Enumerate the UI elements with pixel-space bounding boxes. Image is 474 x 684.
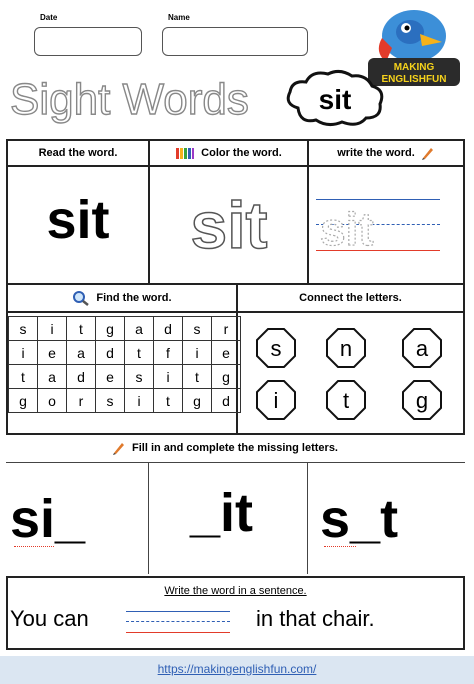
connect-letter-n[interactable] xyxy=(326,328,366,368)
grid-letter[interactable]: a xyxy=(125,317,154,341)
grid-letter[interactable]: d xyxy=(96,341,125,365)
grid-letter[interactable]: i xyxy=(38,317,67,341)
svg-text:ENGLISHFUN: ENGLISHFUN xyxy=(381,74,447,85)
grid-row xyxy=(9,341,241,365)
word-cloud xyxy=(282,68,388,130)
grid-letter[interactable]: t xyxy=(183,365,212,389)
grid-letter[interactable]: a xyxy=(38,365,67,389)
fill-label: Fill in and complete the missing letters. xyxy=(132,442,338,454)
grid-row xyxy=(9,389,241,413)
pencil-icon xyxy=(421,146,435,160)
grid-letter[interactable]: d xyxy=(212,389,241,413)
cloud-word: sit xyxy=(318,84,352,115)
page-title xyxy=(6,70,296,130)
color-label: Color the word. xyxy=(201,147,282,159)
grid-letter[interactable]: g xyxy=(9,389,38,413)
find-header xyxy=(8,285,236,311)
connect-letter-a[interactable] xyxy=(402,328,442,368)
grid-letter[interactable]: e xyxy=(96,365,125,389)
connect-label: Connect the letters. xyxy=(299,292,402,304)
grid-row xyxy=(9,365,241,389)
pencil-icon xyxy=(112,441,126,455)
title-text: Sight Words xyxy=(10,75,249,124)
read-header xyxy=(8,141,148,165)
grid-letter[interactable]: g xyxy=(212,365,241,389)
grid-letter[interactable]: i xyxy=(125,389,154,413)
grid-letter[interactable]: t xyxy=(67,317,96,341)
write-header xyxy=(309,141,463,165)
grid-letter[interactable]: s xyxy=(183,317,212,341)
date-field[interactable] xyxy=(34,27,142,56)
read-word: sit xyxy=(46,190,110,250)
connect-header xyxy=(238,285,463,311)
grid-letter[interactable]: i xyxy=(154,365,183,389)
connect-letter-t[interactable] xyxy=(326,380,366,420)
grid-letter[interactable]: d xyxy=(154,317,183,341)
find-label: Find the word. xyxy=(96,292,172,304)
crayons-icon xyxy=(175,146,195,160)
grid-letter[interactable]: t xyxy=(9,365,38,389)
grid-letter[interactable]: d xyxy=(67,365,96,389)
magnifier-icon xyxy=(72,290,90,306)
grid-letter[interactable]: t xyxy=(154,389,183,413)
missing-3[interactable]: s_t xyxy=(320,489,399,549)
grid-letter[interactable]: g xyxy=(96,317,125,341)
write-label: write the word. xyxy=(337,147,415,159)
connect-letter-g[interactable] xyxy=(402,380,442,420)
svg-text:t: t xyxy=(342,388,350,413)
grid-letter[interactable]: o xyxy=(38,389,67,413)
grid-letter[interactable]: e xyxy=(212,341,241,365)
grid-letter[interactable]: e xyxy=(38,341,67,365)
grid-letter[interactable]: s xyxy=(96,389,125,413)
grid-letter[interactable]: r xyxy=(67,389,96,413)
svg-text:sit: sit xyxy=(320,203,374,252)
name-field[interactable] xyxy=(162,27,308,56)
grid-letter[interactable]: s xyxy=(9,317,38,341)
grid-row xyxy=(9,317,241,341)
grid-letter[interactable]: i xyxy=(9,341,38,365)
missing-2[interactable]: _it xyxy=(190,483,254,543)
word-search-grid xyxy=(8,316,241,413)
svg-text:sit: sit xyxy=(190,188,268,262)
sentence-after: in that chair. xyxy=(256,606,375,631)
footer-link[interactable]: https://makingenglishfun.com/ xyxy=(157,662,317,676)
grid-letter[interactable]: i xyxy=(183,341,212,365)
grid-letter[interactable]: g xyxy=(183,389,212,413)
grid-letter[interactable]: r xyxy=(212,317,241,341)
fill-header xyxy=(80,438,370,458)
sentence-before: You can xyxy=(10,606,89,631)
grid-letter[interactable]: s xyxy=(125,365,154,389)
svg-text:n: n xyxy=(339,336,353,361)
trace-word xyxy=(316,198,386,252)
grid-letter[interactable]: f xyxy=(154,341,183,365)
svg-text:a: a xyxy=(415,336,429,361)
color-word-outline[interactable] xyxy=(152,182,306,262)
svg-text:g: g xyxy=(415,388,429,413)
name-label: Name xyxy=(168,13,190,22)
date-label: Date xyxy=(40,13,58,22)
connect-letter-s[interactable] xyxy=(256,328,296,368)
missing-1[interactable]: si_ xyxy=(10,489,86,549)
read-label: Read the word. xyxy=(38,147,118,159)
svg-text:s: s xyxy=(270,336,282,361)
sentence-label: Write the word in a sentence. xyxy=(164,585,307,597)
connect-letter-i[interactable] xyxy=(256,380,296,420)
grid-letter[interactable]: t xyxy=(125,341,154,365)
svg-text:i: i xyxy=(273,388,279,413)
color-header xyxy=(150,141,307,165)
svg-text:MAKING: MAKING xyxy=(393,62,435,73)
grid-letter[interactable]: a xyxy=(67,341,96,365)
